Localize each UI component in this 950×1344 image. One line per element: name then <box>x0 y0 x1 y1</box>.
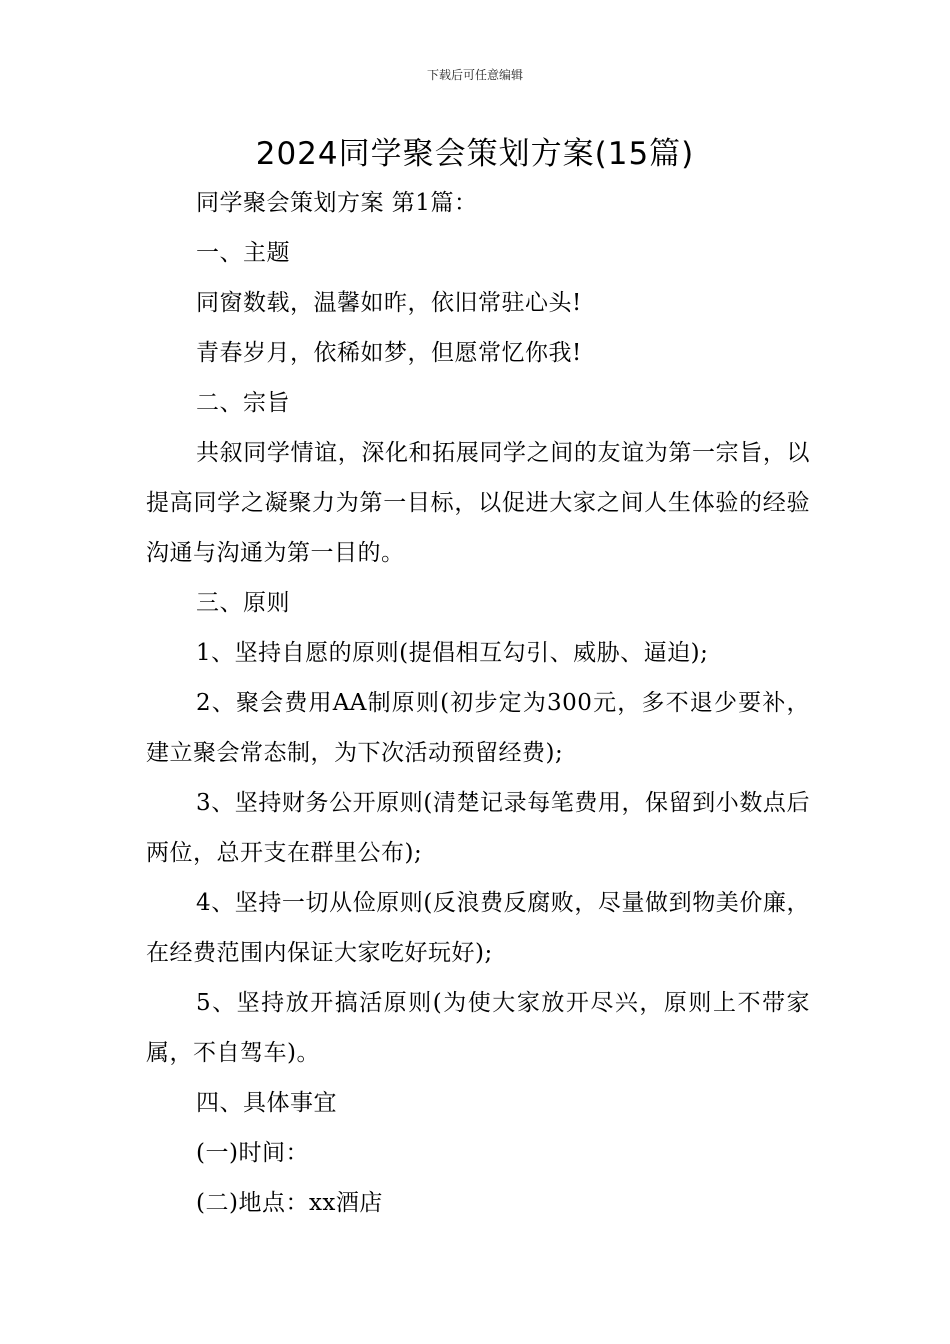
header-note: 下载后可任意编辑 <box>426 68 523 82</box>
principle-2: 2、聚会费用AA制原则(初步定为300元，多不退少要补，建立聚会常态制，为下次活动预留经费); <box>146 690 810 766</box>
theme-line-2: 青春岁月，依稀如梦，但愿常忆你我! <box>196 340 582 366</box>
document-body <box>146 178 810 1228</box>
heading-purpose: 二、宗旨 <box>196 390 290 416</box>
heading-details: 四、具体事宜 <box>196 1090 337 1116</box>
section-intro: 同学聚会策划方案 第1篇： <box>196 190 478 216</box>
detail-location: (二)地点：xx酒店 <box>196 1190 383 1216</box>
heading-theme: 一、主题 <box>196 240 290 266</box>
principle-3: 3、坚持财务公开原则(清楚记录每笔费用，保留到小数点后两位，总开支在群里公布); <box>146 790 810 866</box>
detail-time: (一)时间： <box>196 1140 309 1166</box>
theme-line-1: 同窗数载，温馨如昨，依旧常驻心头! <box>196 290 582 316</box>
principle-1: 1、坚持自愿的原则(提倡相互勾引、威胁、逼迫); <box>196 640 709 666</box>
document-title: 2024同学聚会策划方案(15篇) <box>255 136 695 172</box>
purpose-paragraph: 共叙同学情谊，深化和拓展同学之间的友谊为第一宗旨，以提高同学之凝聚力为第一目标，以促进大家之间人生体验的经验沟通与沟通为第一目的。 <box>146 440 810 566</box>
principle-4: 4、坚持一切从俭原则(反浪费反腐败，尽量做到物美价廉，在经费范围内保证大家吃好玩好); <box>146 890 810 966</box>
heading-principles: 三、原则 <box>196 590 290 616</box>
principle-5: 5、坚持放开搞活原则(为使大家放开尽兴，原则上不带家属，不自驾车)。 <box>146 990 810 1066</box>
